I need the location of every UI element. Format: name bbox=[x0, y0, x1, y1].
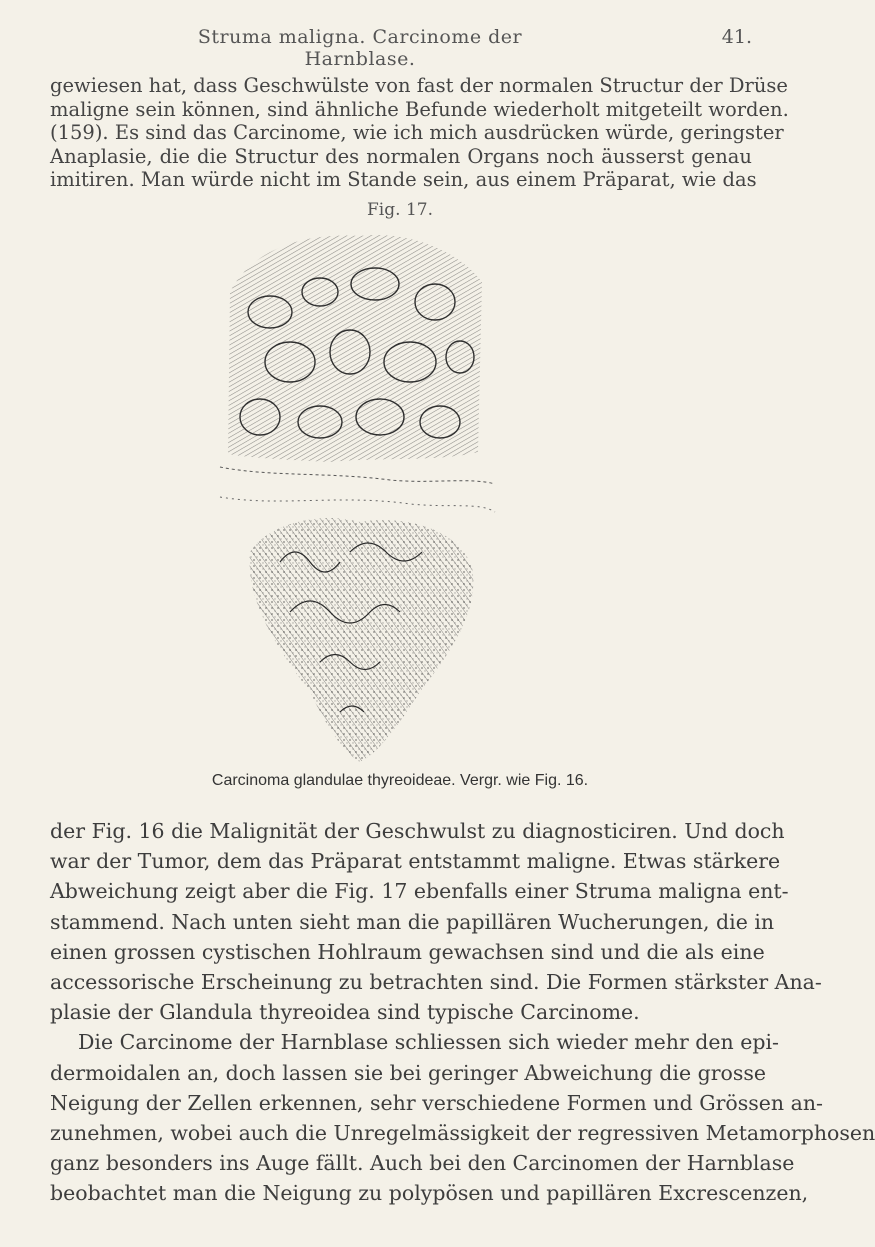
histology-illustration bbox=[210, 222, 500, 768]
text-line: einen grossen cystischen Hohlraum gewachsen sind und die als eine bbox=[50, 939, 765, 964]
figure-label: Fig. 17. bbox=[367, 200, 433, 220]
text-line: Die Carcinome der Harnblase schliessen sich wieder mehr den epi- bbox=[78, 1030, 779, 1055]
text-line: dermoidalen an, doch lassen sie bei geringer Abweichung die grosse bbox=[50, 1060, 767, 1085]
running-title: Struma maligna. Carcinome der Harnblase. bbox=[197, 26, 523, 70]
figure-caption: Carcinoma glandulae thyreoideae. Vergr. wie Fig. 16. bbox=[211, 772, 589, 789]
text-line: ganz besonders ins Auge fällt. Auch bei den Carcinomen der Harnblase bbox=[50, 1151, 795, 1176]
text-line: stammend. Nach unten sieht man die papillären Wucherungen, die in bbox=[50, 909, 775, 934]
text-line: beobachtet man die Neigung zu polypösen und papillären Excrescenzen, bbox=[50, 1181, 809, 1206]
text-line: maligne sein können, sind ähnliche Befunde wiederholt mitgeteilt worden. bbox=[50, 97, 789, 121]
text-line: war der Tumor, dem das Präparat entstammt maligne. Etwas stärkere bbox=[50, 849, 781, 874]
page-number: 41. bbox=[721, 26, 752, 48]
text-line: zunehmen, wobei auch die Unregelmässigkeit der regressiven Metamorphosen bbox=[50, 1121, 875, 1146]
text-line: gewiesen hat, dass Geschwülste von fast der normalen Structur der Drüse bbox=[50, 74, 788, 97]
body-text bbox=[50, 816, 875, 1209]
text-line: imitiren. Man würde nicht im Stande sein, aus einem Präparat, wie das bbox=[50, 168, 757, 191]
text-line: plasie der Glandula thyreoidea sind typische Carcinome. bbox=[50, 1000, 640, 1025]
text-line: der Fig. 16 die Malignität der Geschwulst zu diagnosticiren. Und doch bbox=[50, 819, 785, 843]
text-line: Anaplasie, die die Structur des normalen Organs noch äusserst genau bbox=[50, 144, 752, 168]
text-line: (159). Es sind das Carcinome, wie ich mich ausdrücken würde, geringster bbox=[50, 121, 784, 144]
text-line: accessorische Erscheinung zu betrachten sind. Die Formen stärkster Ana- bbox=[50, 970, 822, 995]
text-line: Neigung der Zellen erkennen, sehr verschiedene Formen und Grössen an- bbox=[50, 1090, 823, 1115]
top-paragraph bbox=[50, 74, 789, 192]
text-line: Abweichung zeigt aber die Fig. 17 ebenfalls einer Struma maligna ent- bbox=[50, 879, 789, 904]
